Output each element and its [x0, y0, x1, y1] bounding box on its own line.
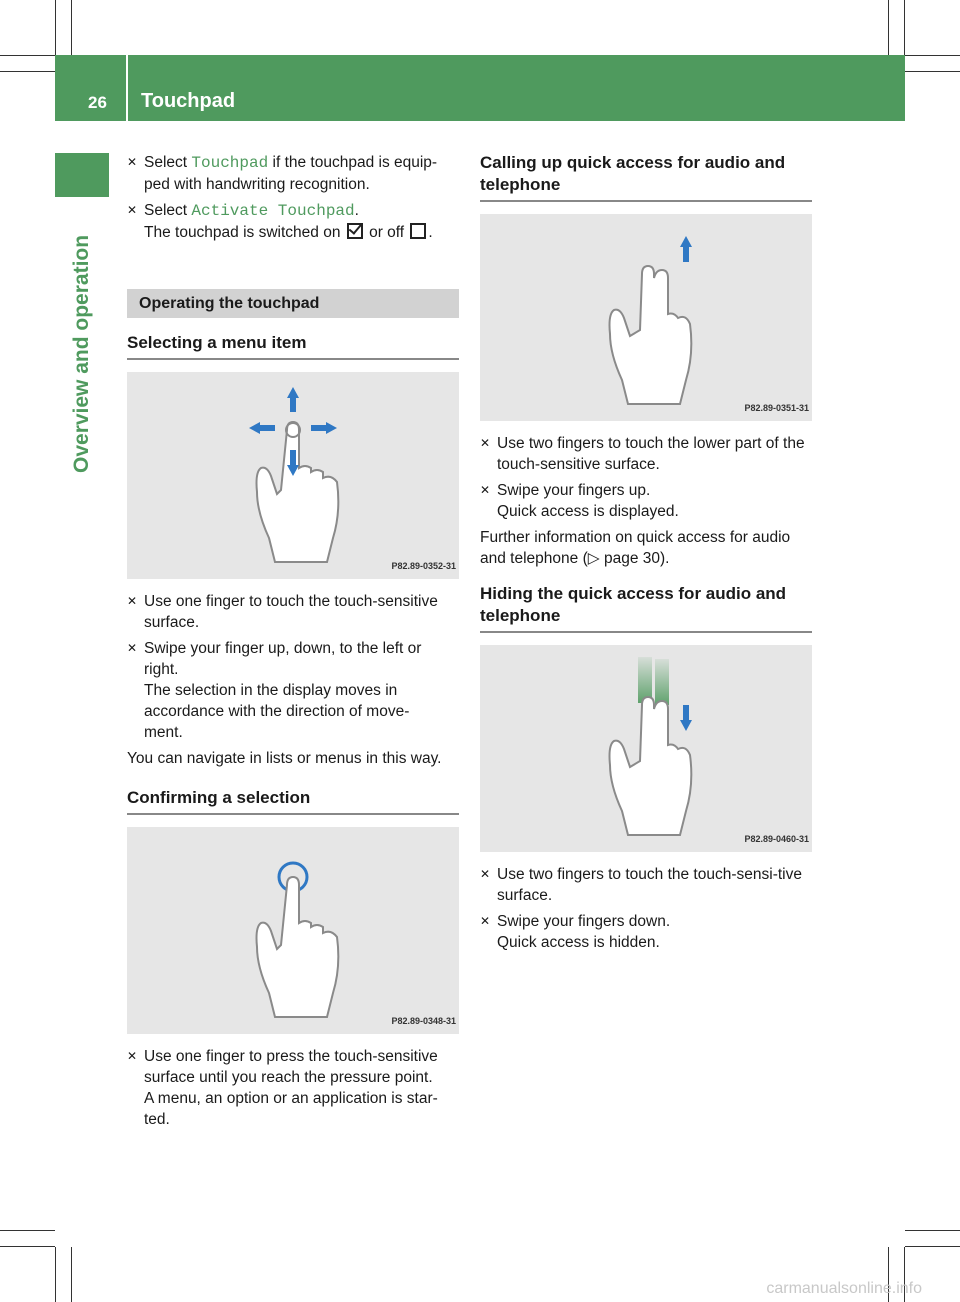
crop-mark	[0, 1246, 55, 1247]
instruction-step	[127, 200, 459, 243]
hand-swipe-illustration	[127, 372, 459, 579]
chapter-marker	[55, 153, 109, 197]
step-text: Select	[144, 202, 192, 219]
crop-mark	[55, 1247, 56, 1302]
figure-code: P82.89-0352-31	[391, 561, 456, 571]
crop-mark	[55, 0, 56, 55]
instruction-step	[127, 591, 459, 633]
step-arrow-icon: ✕	[127, 641, 138, 655]
arrow-left-icon	[249, 422, 275, 434]
subheading-select: Selecting a menu item	[127, 332, 459, 360]
step-arrow-icon: ✕	[480, 867, 491, 881]
result-text: or off	[364, 224, 409, 241]
crop-mark	[71, 0, 72, 55]
step-arrow-icon: ✕	[127, 1049, 138, 1063]
figure-press-one-finger	[127, 827, 459, 1034]
swipe-trail	[655, 659, 669, 705]
step-text: if the touchpad is equip-ped with handwriting recognition.	[144, 154, 438, 193]
crop-mark	[905, 1230, 960, 1231]
step-text: Select	[144, 154, 192, 171]
watermark: carmanualsonline.info	[766, 1280, 922, 1297]
arrow-up-icon	[287, 387, 299, 412]
step-text: Use two fingers to touch the touch-sensi-tive surface.	[497, 866, 802, 904]
step-arrow-icon: ✕	[480, 914, 491, 928]
hand-icon	[257, 422, 339, 562]
step-text: Use two fingers to touch the lower part of the touch-sensitive surface.	[497, 435, 805, 473]
further-info-pre: Further information on quick access for audio and telephone (	[480, 529, 791, 567]
crop-mark	[0, 1230, 55, 1231]
step-arrow-icon: ✕	[480, 483, 491, 497]
arrow-up-icon	[680, 236, 692, 262]
figure-code: P82.89-0348-31	[391, 1016, 456, 1026]
crop-mark	[904, 0, 905, 55]
hand-icon	[257, 877, 339, 1017]
instruction-step	[127, 638, 459, 743]
step-arrow-icon: ✕	[480, 436, 491, 450]
result-text: .	[428, 224, 433, 241]
result-text: Quick access is displayed.	[497, 503, 679, 520]
instruction-step	[127, 1046, 459, 1130]
chapter-label-text: Overview and operation	[70, 234, 93, 473]
crop-mark	[0, 55, 55, 56]
left-column	[127, 152, 459, 1135]
result-text: accordance with the direction of move-	[144, 703, 410, 720]
step-arrow-icon: ✕	[127, 594, 138, 608]
crop-mark	[71, 1247, 72, 1302]
result-text: The selection in the display moves in	[144, 682, 398, 699]
section-title: Operating the touchpad	[127, 289, 459, 318]
instruction-step	[127, 152, 459, 195]
instruction-step	[480, 480, 812, 522]
figure-swipe-two-fingers-up	[480, 214, 812, 421]
further-info-text	[480, 527, 812, 569]
crop-mark	[888, 0, 889, 55]
hand-icon	[610, 266, 692, 404]
right-column	[480, 152, 812, 958]
crop-mark	[905, 71, 960, 72]
step-arrow-icon: ✕	[127, 203, 138, 217]
crop-mark	[905, 55, 960, 56]
page-title: Touchpad	[141, 90, 236, 112]
step-text: .	[354, 202, 359, 219]
two-finger-up-illustration	[480, 214, 810, 421]
page-number: 26	[88, 93, 107, 112]
result-text: A menu, an option or an application is star-ted.	[144, 1090, 438, 1128]
header-separator	[126, 55, 128, 121]
checkbox-unchecked-icon	[410, 223, 426, 239]
crop-mark	[0, 71, 55, 72]
subheading-hide: Hiding the quick access for audio and telephone	[480, 583, 812, 633]
hand-icon	[610, 697, 692, 835]
page-reference-link[interactable]: page 30).	[599, 550, 670, 567]
step-text: Use one finger to touch the touch-sensitive surface.	[144, 593, 438, 631]
arrow-down-icon	[680, 705, 692, 731]
step-text: Swipe your finger up, down, to the left or right.	[144, 640, 422, 678]
result-text: ment.	[144, 724, 183, 741]
step-text: Swipe your fingers up.	[497, 482, 651, 499]
result-text: The touchpad is switched on	[144, 224, 345, 241]
instruction-step	[480, 864, 812, 906]
figure-swipe-two-fingers-down	[480, 645, 812, 852]
menu-item-code: Touchpad	[191, 154, 269, 172]
subheading-confirm: Confirming a selection	[127, 787, 459, 815]
page-ref-arrow-icon: ▷	[587, 550, 600, 567]
result-text: Quick access is hidden.	[497, 934, 660, 951]
step-text: Swipe your fingers down.	[497, 913, 671, 930]
figure-code: P82.89-0460-31	[744, 834, 809, 844]
menu-item-code: Activate Touchpad	[191, 202, 355, 220]
two-finger-down-illustration	[480, 645, 810, 852]
arrow-right-icon	[311, 422, 337, 434]
note-text: You can navigate in lists or menus in this way.	[127, 750, 442, 767]
crop-mark	[905, 1246, 960, 1247]
hand-press-illustration	[127, 827, 459, 1034]
instruction-step	[480, 433, 812, 475]
subheading-call: Calling up quick access for audio and telephone	[480, 152, 812, 202]
step-arrow-icon: ✕	[127, 155, 138, 169]
figure-swipe-one-finger	[127, 372, 459, 579]
checkbox-checked-icon	[347, 223, 363, 239]
swipe-trail	[638, 657, 652, 703]
instruction-step	[480, 911, 812, 953]
figure-code: P82.89-0351-31	[744, 403, 809, 413]
step-text: Use one finger to press the touch-sensitive surface until you reach the pressure point.	[144, 1048, 438, 1086]
